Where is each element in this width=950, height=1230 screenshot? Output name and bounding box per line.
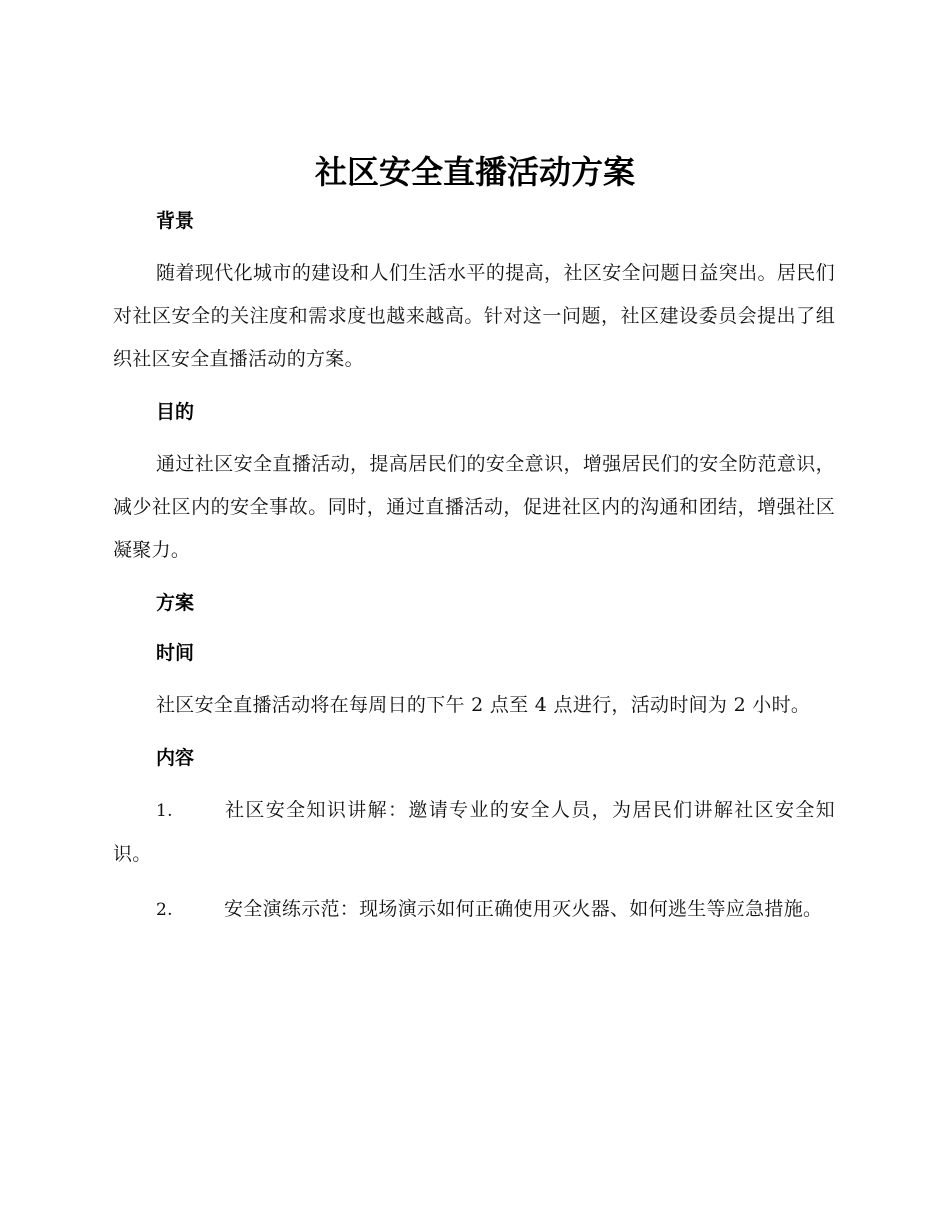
document-title: 社区安全直播活动方案 [314, 153, 635, 191]
document-body [113, 202, 835, 944]
list-item-text: 社区安全知识讲解：邀请专业的安全人员，为居民们讲解社区安全知识。 [113, 799, 835, 865]
list-item-number: 2. [156, 900, 173, 920]
section-heading-purpose: 目的 [156, 401, 195, 423]
list-item [113, 888, 835, 932]
time-paragraph: 社区安全直播活动将在每周日的下午 2 点至 4 点进行，活动时间为 2 小时。 [156, 694, 811, 716]
section-heading-background: 背景 [156, 210, 195, 232]
section-heading-plan: 方案 [156, 592, 195, 614]
list-item-number: 1. [156, 801, 173, 821]
background-paragraph: 随着现代化城市的建设和人们生活水平的提高，社区安全问题日益突出。居民们对社区安全的关注度和需求度也越来越高。针对这一问题，社区建设委员会提出了组织社区安全直播活动的方案。 [113, 262, 835, 370]
section-heading-time: 时间 [156, 642, 195, 664]
section-heading-content: 内容 [156, 747, 195, 769]
list-item-text: 安全演练示范：现场演示如何正确使用灭火器、如何逃生等应急措施。 [224, 898, 823, 920]
list-item [113, 789, 835, 876]
purpose-paragraph: 通过社区安全直播活动，提高居民们的安全意识，增强居民们的安全防范意识，减少社区内的安全事故。同时，通过直播活动，促进社区内的沟通和团结，增强社区凝聚力。 [113, 453, 835, 561]
